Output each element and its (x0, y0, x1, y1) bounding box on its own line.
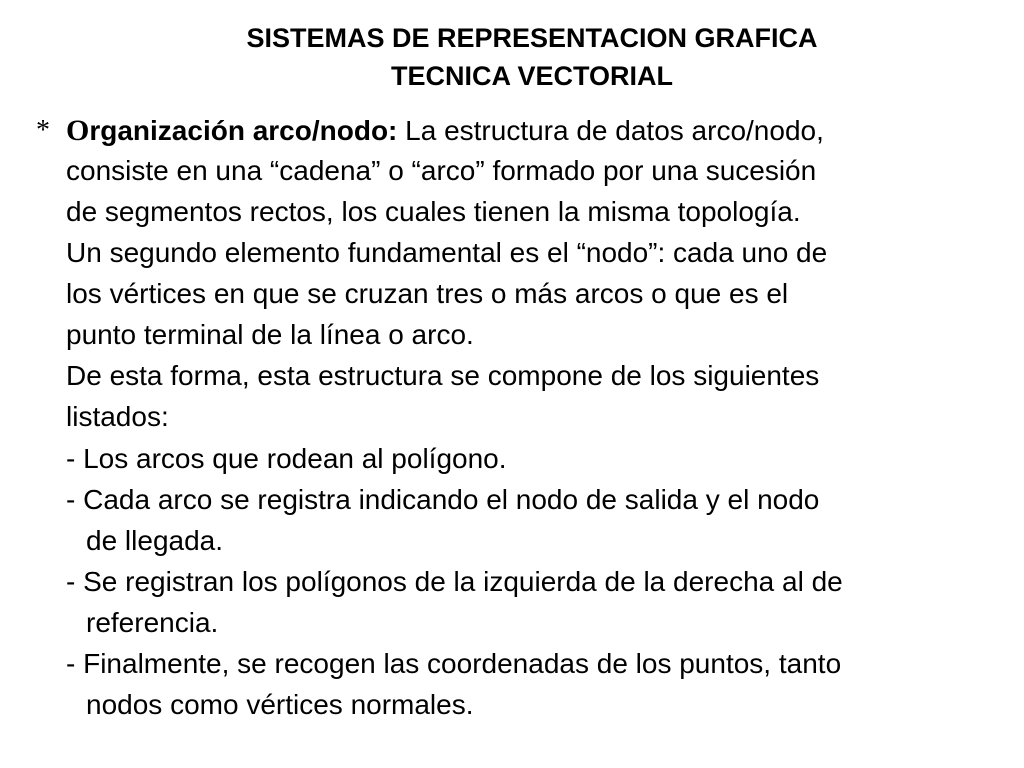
list-item-continuation: nodos como vértices normales. (86, 689, 474, 720)
list-item-line: - Se registran los polígonos de la izquierda de la derecha al de (66, 566, 843, 597)
body-line: Un segundo elemento fundamental es el “nodo”: cada uno de (66, 237, 828, 268)
heading-description: La estructura de datos arco/nodo, (397, 115, 824, 146)
heading-term: rganización arco/nodo: (89, 115, 398, 146)
slide-title-line-1: SISTEMAS DE REPRESENTACION GRAFICA (246, 23, 818, 53)
body-line: De esta forma, esta estructura se compone de los siguientes (66, 360, 820, 391)
slide-title-line-2: TECNICA VECTORIAL (390, 61, 673, 91)
body-line: de segmentos rectos, los cuales tienen la misma topología. (66, 196, 801, 227)
body-line: punto terminal de la línea o arco. (66, 319, 474, 350)
heading-initial-letter: O (66, 114, 90, 147)
body-line: listados: (66, 401, 169, 432)
body-line: consiste en una “cadena” o “arco” formado por una sucesión (66, 155, 817, 186)
bullet-heading-line (66, 111, 824, 151)
body-line: los vértices en que se cruzan tres o más arcos o que es el (66, 278, 789, 309)
list-item-line: - Los arcos que rodean al polígono. (66, 443, 507, 474)
list-item-line: - Finalmente, se recogen las coordenadas de los puntos, tanto (66, 648, 842, 679)
list-item-continuation: referencia. (86, 607, 219, 638)
list-item-continuation: de llegada. (86, 525, 224, 556)
list-item-line: - Cada arco se registra indicando el nodo de salida y el nodo (66, 484, 820, 515)
bullet-marker: * (36, 115, 50, 146)
